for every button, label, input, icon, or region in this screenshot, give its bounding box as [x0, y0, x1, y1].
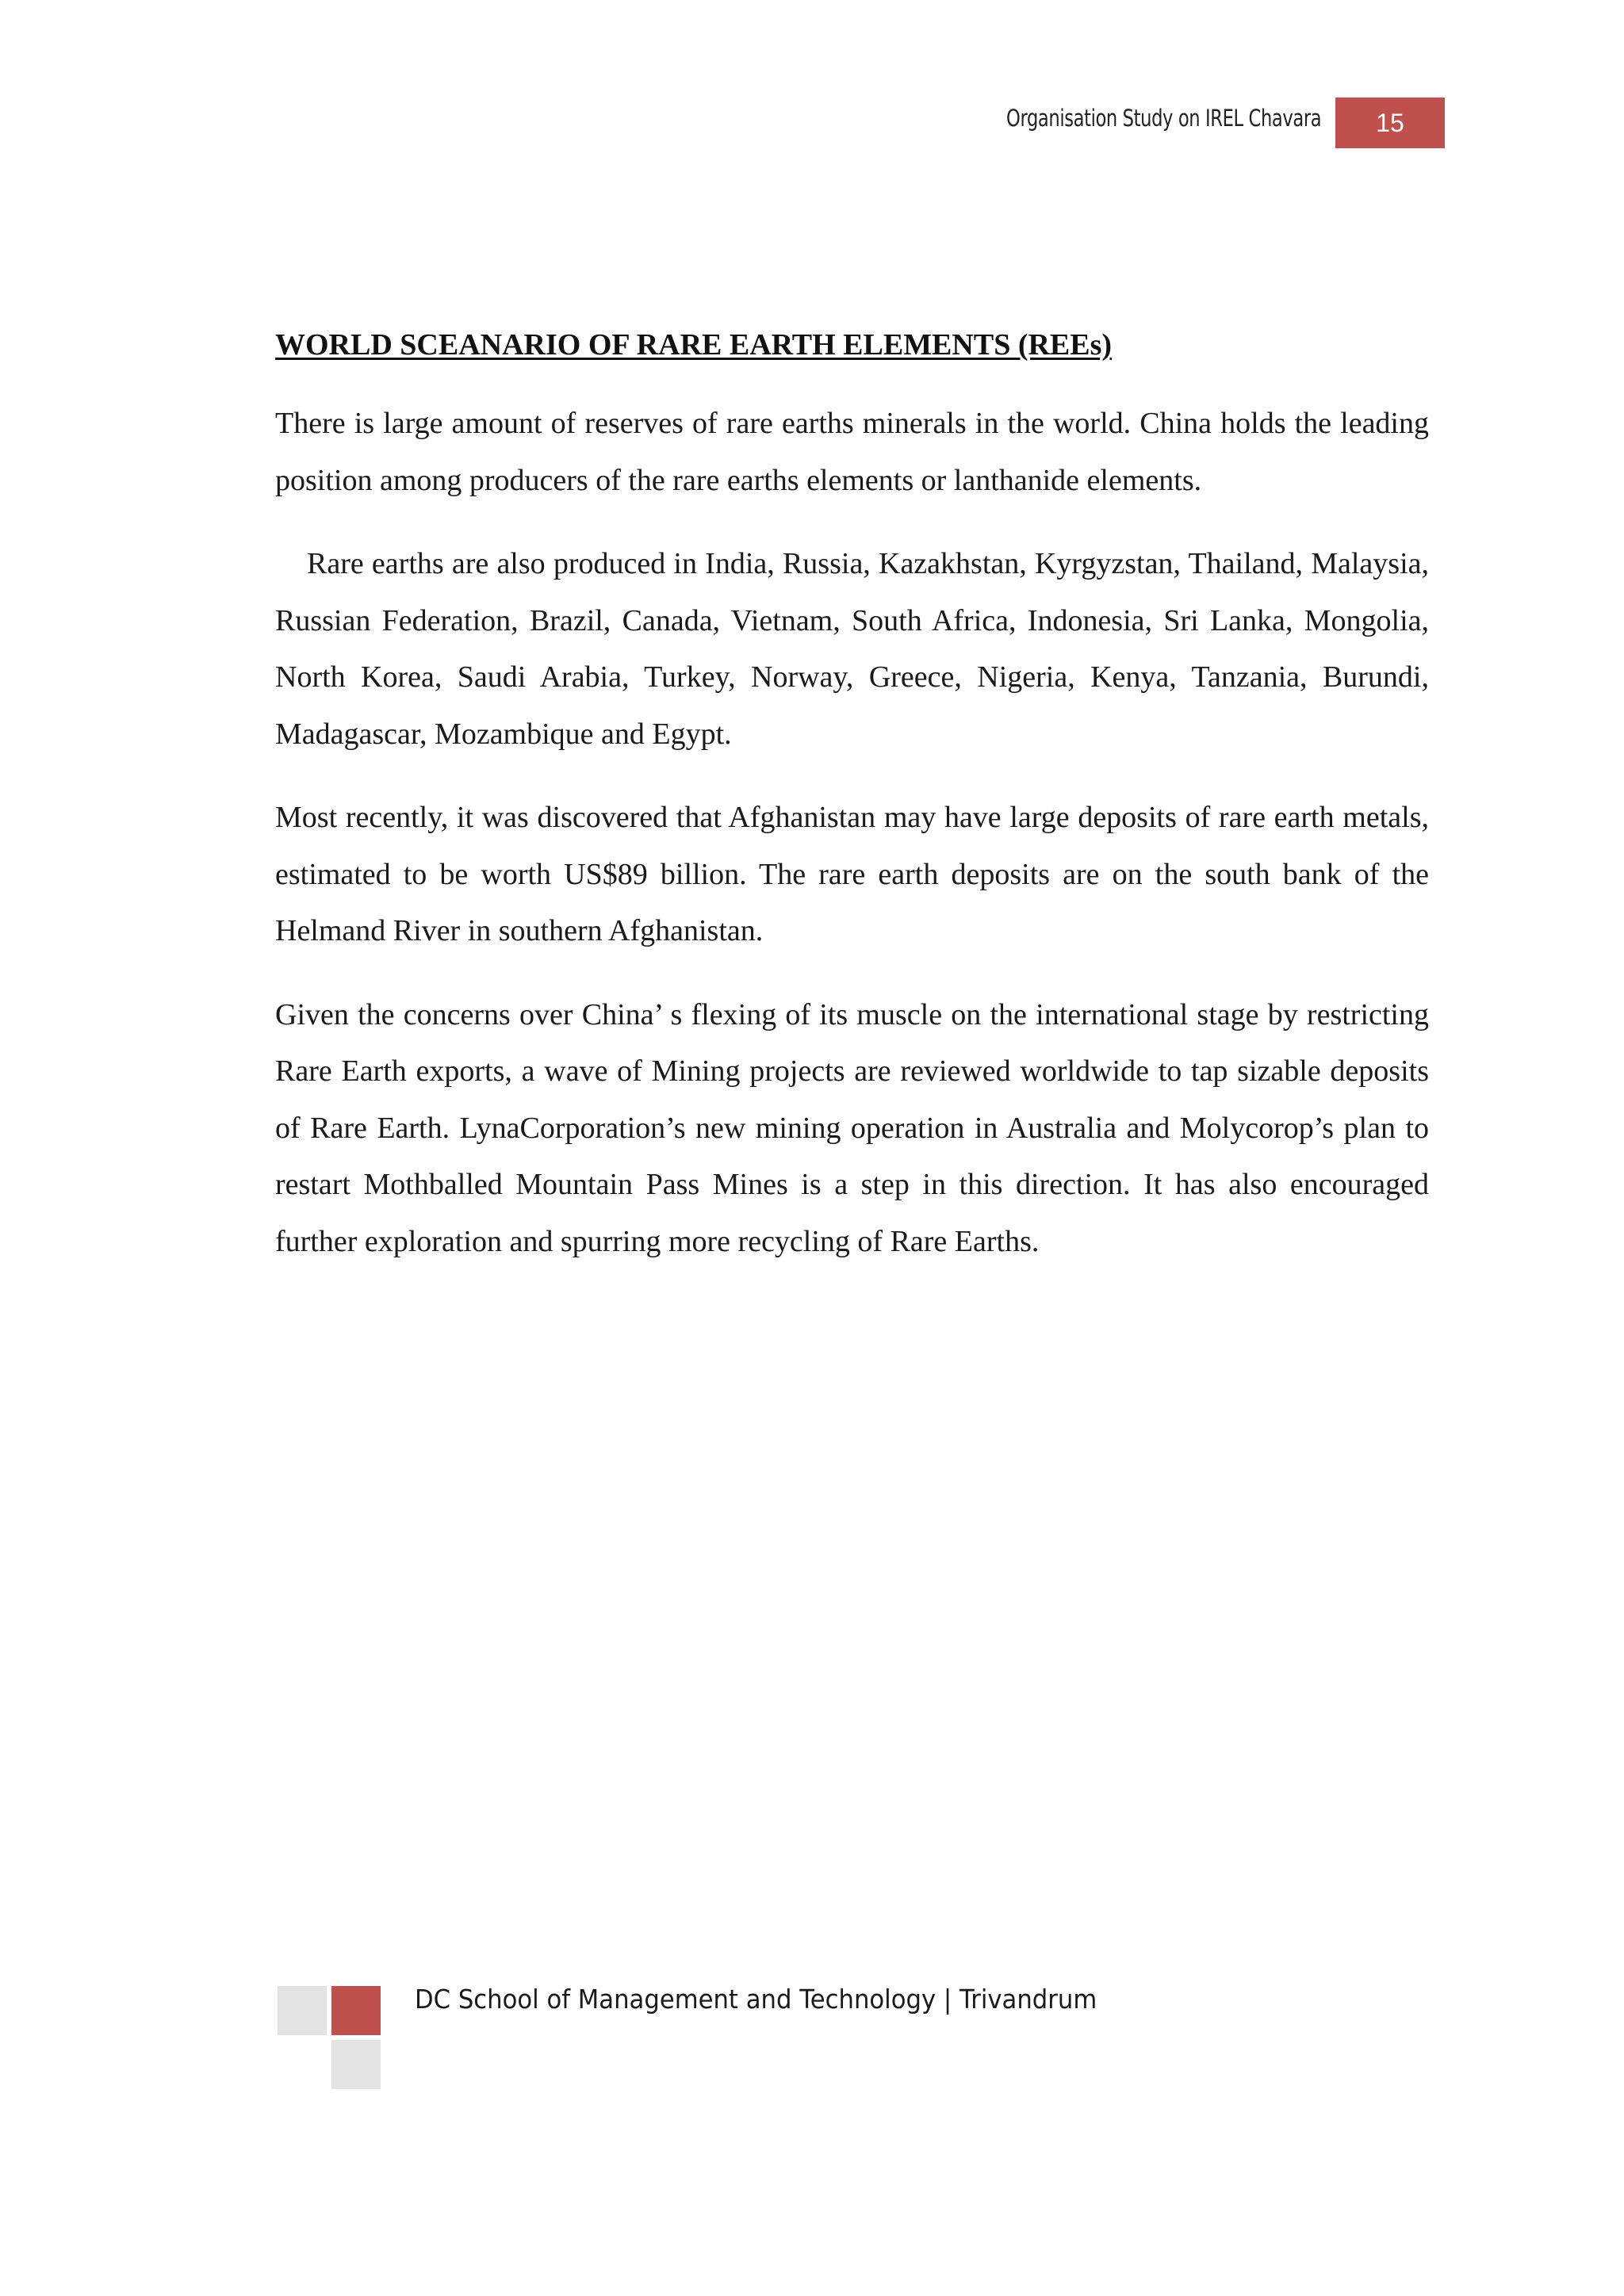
page-number-badge: 15: [1335, 98, 1445, 148]
paragraph-producers: Rare earths are also produced in India, Russia, Kazakhstan, Kyrgyzstan, Thailand, Malaysia, Russian Federation, Brazil, Canada, Vietnam, South Africa, Indonesia, Sri Lanka, Mongolia, North Korea, Saudi Arabia, Turkey, Norway, Greece, Nigeria, Kenya, Tanzania, Burundi, Madagascar, Mozambique and Egypt.: [275, 547, 1429, 751]
footer-decoration: [278, 1986, 384, 2091]
footer-text: DC School of Management and Technology | Trivandrum: [415, 1984, 1097, 2015]
running-header-title: Organisation Study on IREL Chavara: [1005, 105, 1321, 132]
footer-square-red: [331, 1986, 381, 2035]
section-heading: WORLD SCEANARIO OF RARE EARTH ELEMENTS (REEs): [275, 328, 1113, 362]
main-content: [275, 321, 1429, 1297]
paragraph-mining-projects: Given the concerns over China’ s flexing of its muscle on the international stage by restricting Rare Earth exports, a wave of Mining projects are reviewed worldwide to tap sizable deposits of Rare Earth. LynaCorporation’s new mining operation in Australia and Molycorop’s plan to restart Mothballed Mountain Pass Mines is a step in this direction. It has also encouraged further exploration and spurring more recycling of Rare Earths.: [275, 997, 1429, 1258]
footer-square-gray: [331, 2040, 381, 2089]
footer-square-gray: [278, 1986, 327, 2035]
paragraph-reserves: There is large amount of reserves of rare earths minerals in the world. China holds the leading position among producers of the rare earths elements or lanthanide elements.: [275, 407, 1429, 497]
paragraph-afghanistan: Most recently, it was discovered that Afghanistan may have large deposits of rare earth metals, estimated to be worth US$89 billion. The rare earth deposits are on the south bank of the Helmand River in southern Afghanistan.: [275, 801, 1429, 947]
